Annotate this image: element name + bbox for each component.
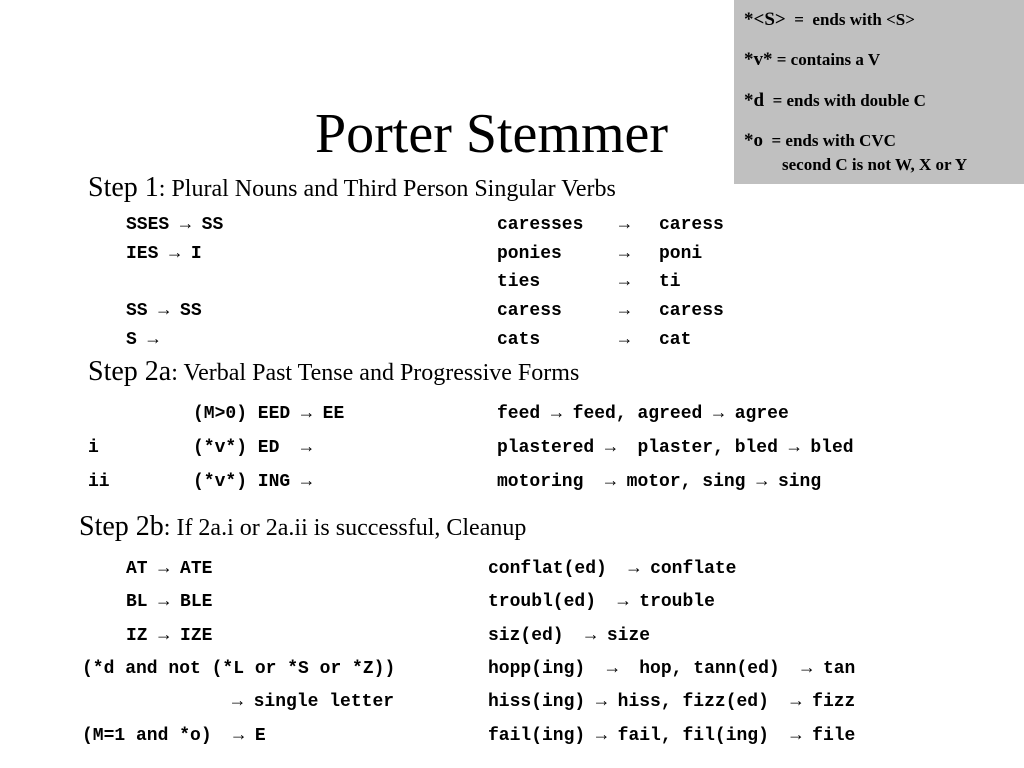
step2a-row-number: ii <box>88 472 110 492</box>
arrow-icon: → <box>596 692 607 712</box>
step1-heading: Step 1: Plural Nouns and Third Person Singular Verbs <box>88 172 616 203</box>
arrow-icon: → <box>713 404 724 424</box>
step2a-rule: (*v*) ING → <box>193 472 312 492</box>
definition-contains-v: *v* = contains a V <box>744 49 881 70</box>
step2b-example: hopp(ing) → hop, tann(ed) → tan <box>488 659 856 679</box>
arrow-icon: → <box>232 692 243 712</box>
arrow-icon: → <box>605 438 616 458</box>
step1-rule: SSES → SS <box>126 215 224 235</box>
step1-rule: SS → SS <box>126 301 202 321</box>
arrow-icon: → <box>301 438 312 458</box>
arrow-icon: → <box>790 726 802 746</box>
arrow-icon: → <box>169 244 181 264</box>
arrow-icon: → <box>180 215 191 235</box>
definition-cvc-note: second C is not W, X or Y <box>782 155 968 174</box>
arrow-icon: → <box>617 592 629 612</box>
definition-double-c: *d = ends with double C <box>744 90 926 111</box>
step2a-example: motoring → motor, sing → sing <box>497 472 822 492</box>
definition-ends-with-s: *<S> = ends with <S> <box>744 9 915 30</box>
step1-example-word: ponies <box>497 244 562 264</box>
step2a-heading: Step 2a: Verbal Past Tense and Progressive Forms <box>88 356 580 387</box>
arrow-icon: → <box>158 559 170 579</box>
step2b-example: troubl(ed) → trouble <box>488 592 715 612</box>
step2a-example: feed → feed, agreed → agree <box>497 404 789 424</box>
arrow-icon: → <box>756 472 768 492</box>
step2b-rule: → single letter <box>232 692 395 712</box>
arrow-icon: → <box>158 301 170 321</box>
arrow-icon: → <box>790 692 802 712</box>
arrow-icon: → <box>301 404 312 424</box>
arrow-icon: → <box>158 626 170 646</box>
step1-example-result: poni <box>659 244 703 264</box>
step2b-example: fail(ing) → fail, fil(ing) → file <box>488 726 856 746</box>
step1-example-word: caresses <box>497 215 584 235</box>
arrow-icon: → <box>619 215 630 235</box>
arrow-icon: → <box>801 659 813 679</box>
arrow-icon: → <box>606 659 618 679</box>
step2a-rule: (M>0) EED → EE <box>193 404 345 424</box>
arrow-icon: → <box>585 626 597 646</box>
step2a-example: plastered → plaster, bled → bled <box>497 438 854 458</box>
step1-rule: S → <box>126 330 159 350</box>
step2b-rule: IZ → IZE <box>126 626 213 646</box>
step1-example-result: cat <box>659 330 692 350</box>
arrow-icon: → <box>551 404 562 424</box>
step2b-rule: AT → ATE <box>126 559 213 579</box>
arrow-icon: → <box>788 438 800 458</box>
step2b-example: hiss(ing) → hiss, fizz(ed) → fizz <box>488 692 856 712</box>
step1-rule: IES → I <box>126 244 202 264</box>
step2a-rule: (*v*) ED → <box>193 438 312 458</box>
arrow-icon: → <box>619 330 630 350</box>
step2b-example: siz(ed) → size <box>488 626 651 646</box>
definitions-box <box>734 0 1024 184</box>
step2b-example: conflat(ed) → conflate <box>488 559 737 579</box>
arrow-icon: → <box>605 472 616 492</box>
definition-cvc: *o = ends with CVC <box>744 130 896 151</box>
arrow-icon: → <box>301 472 312 492</box>
step2b-heading: Step 2b: If 2a.i or 2a.ii is successful, Cleanup <box>79 511 527 542</box>
step1-example-result: caress <box>659 215 724 235</box>
step1-example-result: caress <box>659 301 724 321</box>
step1-example-word: caress <box>497 301 562 321</box>
arrow-icon: → <box>628 559 640 579</box>
step1-example-word: cats <box>497 330 541 350</box>
step1-example-result: ti <box>659 272 681 292</box>
arrow-icon: → <box>233 726 245 746</box>
step2b-rule: (*d and not (*L or *S or *Z)) <box>82 659 396 679</box>
step2b-rule: (M=1 and *o) → E <box>82 726 266 746</box>
arrow-icon: → <box>619 301 630 321</box>
arrow-icon: → <box>147 330 159 350</box>
step2b-rule: BL → BLE <box>126 592 213 612</box>
arrow-icon: → <box>619 244 630 264</box>
step1-example-word: ties <box>497 272 541 292</box>
arrow-icon: → <box>596 726 607 746</box>
page-title: Porter Stemmer <box>315 103 669 165</box>
arrow-icon: → <box>158 592 170 612</box>
step2a-row-number: i <box>88 438 99 458</box>
arrow-icon: → <box>619 272 630 292</box>
